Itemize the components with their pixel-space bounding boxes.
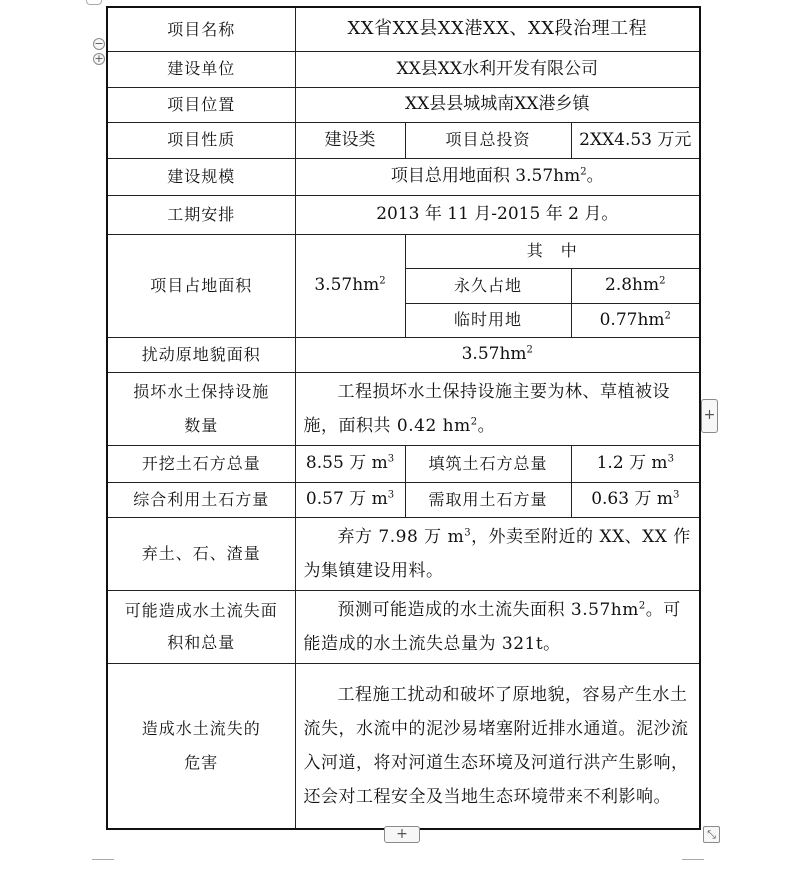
table-row — [107, 590, 700, 663]
value-reuse[interactable]: 0.57 万 $m^3$ — [295, 482, 405, 517]
value-disturbed-area[interactable]: $3.57hm^2$ — [295, 337, 700, 372]
label-erosion: 可能造成水土流失面 积和总量 — [107, 590, 295, 663]
value-investment[interactable]: 2XX4.53 万元 — [571, 122, 700, 158]
value-borrow[interactable]: 0.63 万 $m^3$ — [571, 482, 700, 517]
value-excavation[interactable]: 8.55 万 $m^3$ — [295, 445, 405, 482]
table-row — [107, 372, 700, 445]
table-row — [107, 337, 700, 372]
label-hazard: 造成水土流失的 危害 — [107, 663, 295, 829]
collapse-icon[interactable]: − — [94, 37, 104, 50]
label-scale: 建设规模 — [107, 158, 295, 195]
table-resize-icon[interactable]: ⤡ — [703, 826, 720, 843]
label-construction-unit: 建设单位 — [107, 51, 295, 87]
label-investment: 项目总投资 — [405, 122, 571, 158]
page-corner-mark — [682, 859, 704, 869]
label-permanent: 永久占地 — [405, 268, 571, 303]
table-row — [107, 517, 700, 590]
label-damaged-facilities: 损坏水土保持设施 数量 — [107, 372, 295, 445]
add-row-button[interactable]: + — [384, 826, 420, 843]
table-move-handle[interactable] — [86, 0, 102, 5]
label-of-which: 其 中 — [405, 234, 700, 268]
label-disturbed-area: 扰动原地貌面积 — [107, 337, 295, 372]
table-row — [107, 195, 700, 234]
value-land-area-total[interactable]: $3.57hm^2$ — [295, 234, 405, 337]
value-schedule[interactable]: 2013 年 11 月-2015 年 2 月。 — [295, 195, 700, 234]
value-project-name[interactable]: XX省XX县XX港XX、XX段治理工程 — [295, 7, 700, 51]
table-row — [107, 234, 700, 268]
add-column-button[interactable]: + — [701, 399, 718, 433]
table-row — [107, 122, 700, 158]
label-location: 项目位置 — [107, 87, 295, 122]
value-erosion[interactable]: 预测可能造成的水土流失面积 $3.57hm^2$。可能造成的水土流失总量为 321t。 — [295, 590, 700, 663]
page-corner-mark — [92, 859, 114, 869]
table-row — [107, 7, 700, 51]
value-damaged-facilities[interactable]: 工程损坏水土保持设施主要为林、草植被设施，面积共 0.42 $hm^2$。 — [295, 372, 700, 445]
label-land-area: 项目占地面积 — [107, 234, 295, 337]
table-row — [107, 482, 700, 517]
label-schedule: 工期安排 — [107, 195, 295, 234]
project-info-table — [106, 6, 701, 830]
table-row — [107, 51, 700, 87]
label-reuse: 综合利用土石方量 — [107, 482, 295, 517]
label-borrow: 需取用土石方量 — [405, 482, 571, 517]
label-project-name: 项目名称 — [107, 7, 295, 51]
label-spoil: 弃土、石、渣量 — [107, 517, 295, 590]
table-row — [107, 445, 700, 482]
value-hazard[interactable]: 工程施工扰动和破坏了原地貌，容易产生水土流失，水流中的泥沙易堵塞附近排水通道。泥沙流入河道，将对河道生态环境及河道行洪产生影响，还会对工程安全及当地生态环境带来不利影响。 — [295, 663, 700, 829]
value-scale[interactable]: 项目总用地面积 $3.57hm^2$。 — [295, 158, 700, 195]
value-construction-unit[interactable]: XX县XX水利开发有限公司 — [295, 51, 700, 87]
label-nature: 项目性质 — [107, 122, 295, 158]
value-nature[interactable]: 建设类 — [295, 122, 405, 158]
label-excavation: 开挖土石方总量 — [107, 445, 295, 482]
value-fill[interactable]: 1.2 万 $m^3$ — [571, 445, 700, 482]
value-location[interactable]: XX县县城城南XX港乡镇 — [295, 87, 700, 122]
value-permanent[interactable]: $2.8hm^2$ — [571, 268, 700, 303]
value-temporary[interactable]: $0.77hm^2$ — [571, 303, 700, 337]
table-row — [107, 87, 700, 122]
value-spoil[interactable]: 弃方 7.98 万 $m^3$，外卖至附近的 XX、XX 作为集镇建设用料。 — [295, 517, 700, 590]
table-row — [107, 158, 700, 195]
table-row — [107, 663, 700, 829]
expand-icon[interactable]: + — [94, 52, 104, 65]
label-fill: 填筑土石方总量 — [405, 445, 571, 482]
label-temporary: 临时用地 — [405, 303, 571, 337]
